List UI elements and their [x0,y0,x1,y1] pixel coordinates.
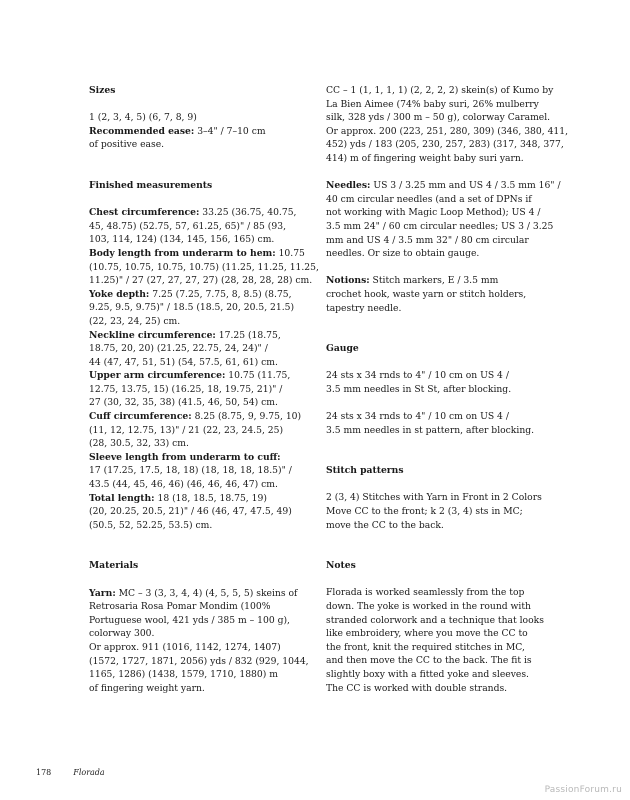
notes-line-1: Florada is worked seamlessly from the top [326,587,525,599]
upper-arm-line-2: 12.75, 13.75, 15) (16.25, 18, 19.75, 21)" / [89,383,283,395]
stitch-line-2: Move CC to the front; k 2 (3, 4) sts in MC; [326,506,523,518]
right-column [326,84,569,695]
page-number: 178 [36,768,52,777]
needles-line-3: not working with Magic Loop Method); US 4 / [326,207,541,219]
cc-line-5: 452) yds / 183 (205, 230, 257, 283) (317, 348, 377, [326,139,564,151]
needles-line-6: needles. Or size to obtain gauge. [326,248,480,260]
notes-heading: Notes [326,560,356,572]
gauge-text-pattern [326,410,546,437]
chest-label: Chest circumference: [89,207,200,219]
notions-line-1 [326,274,546,288]
cuff-line [89,410,311,424]
ease-line [89,125,311,139]
yarn-line-5: Or approx. 911 (1016, 1142, 1274, 1407) [89,641,281,653]
notes-line-7: slightly boxy with a fitted yoke and sleeves. [326,668,529,680]
contrast-yarn-text [326,84,569,166]
body-length-line-3: 11.25)" / 27 (27, 27, 27, 27) (28, 28, 28, 28) cm. [89,275,313,287]
yoke-depth-label: Yoke depth: [89,288,150,300]
stitch-patterns-heading: Stitch patterns [326,465,404,477]
cc-line-1: CC – 1 (1, 1, 1, 1) (2, 2, 2, 2) skein(s) of Kumo by [326,85,554,96]
sizes-text [89,111,311,152]
notions-value: Stitch markers, E / 3.5 mm [369,275,499,287]
page-footer [36,768,105,778]
needles-value: US 3 / 3.25 mm and US 4 / 3.5 mm 16" / [370,180,561,192]
notes-line-6: and then move the CC to the back. The fit is [326,655,532,667]
materials-text [89,587,311,696]
yarn-label: Yarn: [89,587,116,599]
chest-line-3: 103, 114, 124) (134, 145, 156, 165) cm. [89,234,275,246]
notes-line-4: like embroidery, where you move the CC to [326,628,528,640]
yarn-line-4: colorway 300. [89,628,155,640]
needles-line-4: 3.5 mm 24" / 60 cm circular needles; US 3 / 3.25 [326,220,554,232]
cc-line-6: 414) m of fingering weight baby suri yarn. [326,152,524,164]
materials-heading: Materials [89,560,139,572]
yarn-line-3: Portuguese wool, 421 yds / 385 m – 100 g), [89,614,290,626]
sleeve-length-line [89,451,311,465]
cc-line-3: silk, 328 yds / 300 m – 50 g), colorway Caramel. [326,112,551,124]
notes-section [326,559,546,695]
upper-arm-value: 10.75 (11.75, [225,370,291,382]
yarn-line-8: of fingering weight yarn. [89,682,205,694]
body-length-label: Body length from underarm to hem: [89,247,276,259]
chest-value: 33.25 (36.75, 40.75, [199,207,297,219]
notes-line-2: down. The yoke is worked in the round with [326,601,531,612]
notions-line-3: tapestry needle. [326,302,402,314]
total-length-line-2: (20, 20.25, 20.5, 21)" / 46 (46, 47, 47.5, 49) [89,506,292,518]
notions-label: Notions: [326,275,370,287]
yarn-value: MC – 3 (3, 3, 4, 4) (4, 5, 5, 5) skeins of [115,587,298,599]
ease-value-cont: of positive ease. [89,139,165,151]
sizes-section [89,84,311,152]
yoke-depth-line-2: 9.25, 9.5, 9.75)" / 18.5 (18.5, 20, 20.5, 21.5) [89,302,295,314]
stitch-line-3: move the CC to the back. [326,519,444,531]
neckline-line-2: 18.75, 20, 20) (21.25, 22.75, 24, 24)" / [89,343,268,355]
ease-label: Recommended ease: [89,125,195,137]
needles-line-2: 40 cm circular needles (and a set of DPNs if [326,193,532,205]
total-length-line-3: (50.5, 52, 52.25, 53.5) cm. [89,519,213,531]
gauge-heading: Gauge [326,343,359,355]
cuff-line-3: (28, 30.5, 32, 33) cm. [89,438,189,450]
cuff-line-2: (11, 12, 12.75, 13)" / 21 (22, 23, 24.5, 25) [89,424,284,436]
stitch-line-1: 2 (3, 4) Stitches with Yarn in Front in 2 Colors [326,492,542,504]
neckline-label: Neckline circumference: [89,329,216,341]
yoke-depth-value: 7.25 (7.25, 7.75, 8, 8.5) (8.75, [149,288,292,300]
body-length-line-2: (10.75, 10.75, 10.75, 10.75) (11.25, 11.25, 11.25, [89,261,319,273]
needles-text [326,179,561,261]
sleeve-length-line-2: 17 (17.25, 17.5, 18, 18) (18, 18, 18, 18.5)" / [89,465,292,477]
yoke-depth-line-3: (22, 23, 24, 25) cm. [89,315,181,327]
upper-arm-line [89,369,311,383]
notes-line-8: The CC is worked with double strands. [326,682,508,694]
notes-line-5: the front, knit the required stitches in MC, [326,641,525,653]
notions-text [326,274,546,315]
cuff-value: 8.25 (8.75, 9, 9.75, 10) [191,411,302,423]
ease-value: 3–4" / 7–10 cm [194,125,266,137]
needles-line-1 [326,179,561,193]
body-length-value: 10.75 [275,247,305,259]
needles-label: Needles: [326,180,371,192]
yoke-depth-line [89,288,311,302]
gauge-text-st-st [326,369,546,396]
footer-pattern-title: Florada [73,768,105,777]
cc-line-2: La Bien Aimee (74% baby suri, 26% mulberry [326,98,539,110]
stitch-patterns-section [326,464,546,532]
notes-line-3: stranded colorwork and a technique that looks [326,614,544,626]
gauge-a-line-1: 24 sts x 34 rnds to 4" / 10 cm on US 4 / [326,370,509,382]
neckline-line-3: 44 (47, 47, 51, 51) (54, 57.5, 61, 61) cm. [89,356,278,368]
chest-line [89,206,311,220]
upper-arm-label: Upper arm circumference: [89,370,226,382]
total-length-label: Total length: [89,492,155,504]
sleeve-length-label: Sleeve length from underarm to cuff: [89,451,281,463]
notes-text [326,586,546,695]
yarn-line-7: 1165, 1286) (1438, 1579, 1710, 1880) m [89,669,278,681]
body-length-line [89,247,311,261]
gauge-b-line-1: 24 sts x 34 rnds to 4" / 10 cm on US 4 / [326,411,509,423]
sleeve-length-line-3: 43.5 (44, 45, 46, 46) (46, 46, 46, 47) cm. [89,479,278,491]
sizes-heading: Sizes [89,85,116,96]
cuff-label: Cuff circumference: [89,411,192,423]
yarn-line-6: (1572, 1727, 1871, 2056) yds / 832 (929, 1044, [89,655,309,667]
gauge-section [326,342,546,437]
watermark: PassionForum.ru [544,785,622,795]
total-length-line [89,492,311,506]
cc-line-4: Or approx. 200 (223, 251, 280, 309) (346, 380, 411, [326,125,569,137]
left-column [89,84,319,695]
notions-line-2: crochet hook, waste yarn or stitch holders, [326,288,527,300]
gauge-b-line-2: 3.5 mm needles in st pattern, after blocking. [326,424,535,436]
materials-section [89,559,311,695]
finished-measurements-text [89,206,319,532]
upper-arm-line-3: 27 (30, 32, 35, 38) (41.5, 46, 50, 54) cm. [89,397,278,409]
stitch-patterns-text [326,491,546,532]
neckline-value: 17.25 (18.75, [215,329,281,341]
yarn-line-2: Retrosaria Rosa Pomar Mondim (100% [89,601,271,613]
finished-measurements-section [89,179,319,532]
needles-line-5: mm and US 4 / 3.5 mm 32" / 80 cm circular [326,234,529,246]
yarn-line [89,587,311,601]
gauge-a-line-2: 3.5 mm needles in St St, after blocking. [326,383,512,395]
neckline-line [89,329,311,343]
finished-measurements-heading: Finished measurements [89,179,213,191]
total-length-value: 18 (18, 18.5, 18.75, 19) [154,492,267,504]
chest-line-2: 45, 48.75) (52.75, 57, 61.25, 65)" / 85 (93, [89,220,286,232]
sizes-values: 1 (2, 3, 4, 5) (6, 7, 8, 9) [89,112,197,124]
